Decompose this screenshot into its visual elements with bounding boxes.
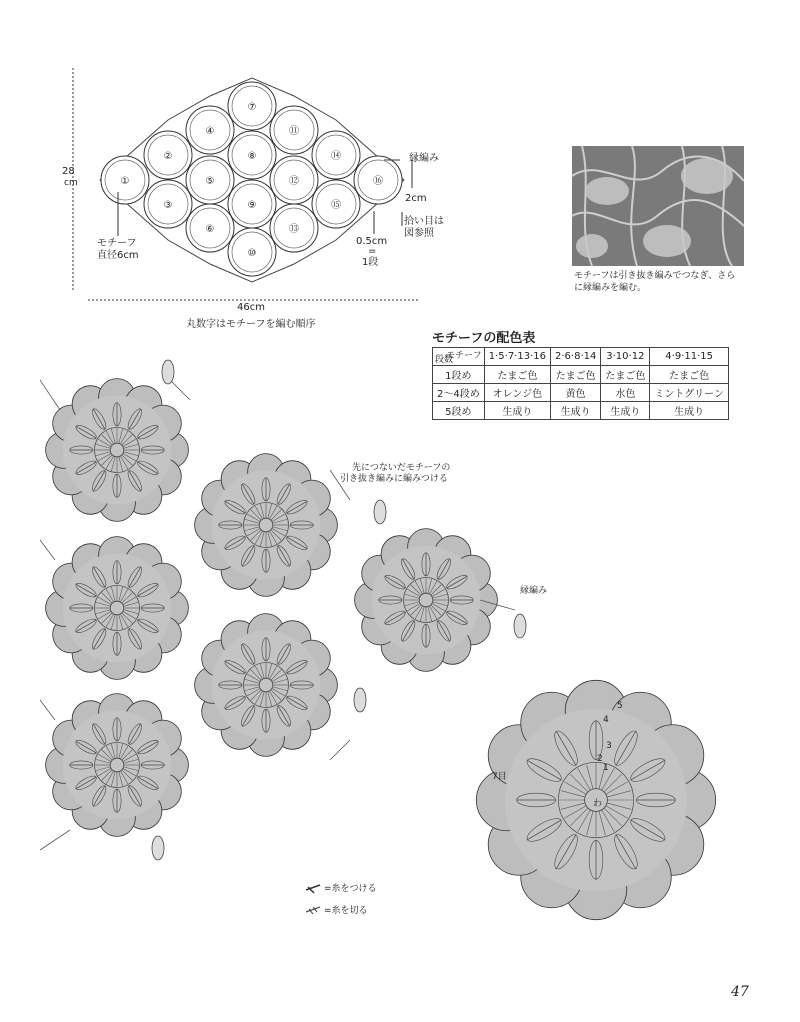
motif-number: ⑮ [331, 200, 341, 211]
corner-top-label: モチーフ [446, 351, 482, 361]
motif-label-2: 直径6cm [97, 250, 139, 261]
motif-circle [228, 228, 276, 276]
height-unit: cm [64, 178, 78, 188]
magic-ring-label: わ [593, 799, 603, 809]
leaf-ornament [152, 836, 164, 860]
table-row [433, 402, 729, 420]
crochet-photo [572, 146, 744, 266]
photo-caption-2: に縁編みを編む。 [574, 283, 647, 293]
round-label-4: 4 [603, 715, 609, 725]
motif-circle [228, 82, 276, 130]
pickup-label-2: 図参照 [404, 228, 434, 239]
table-cell: たまご色 [601, 366, 650, 384]
leaf-ornament [514, 614, 526, 638]
column-header: 4·9·11·15 [650, 348, 729, 366]
motif-number: ⑯ [373, 176, 383, 187]
leaf-ornament [354, 688, 366, 712]
motif-circle [186, 156, 234, 204]
table-cell: 水色 [601, 384, 650, 402]
motif-number: ⑫ [289, 176, 299, 187]
motif-circle [312, 180, 360, 228]
row-label: 2〜4段め [433, 384, 485, 402]
chain-count-label: 7目 [492, 772, 507, 782]
column-header: 3·10·12 [601, 348, 650, 366]
table-cell: オレンジ色 [484, 384, 550, 402]
motif-circle [144, 180, 192, 228]
round-label-1: 1 [603, 763, 609, 773]
color-table [432, 347, 729, 420]
motif-number: ⑥ [205, 224, 215, 235]
legend-symbols [306, 885, 320, 914]
table-row [433, 384, 729, 402]
motif-circle [270, 156, 318, 204]
motif-circle [228, 131, 276, 179]
table-cell: 生成り [551, 402, 601, 420]
photo-caption-1: モチーフは引き抜き編みでつなぎ、さら [574, 271, 736, 281]
motif-number: ④ [205, 126, 215, 137]
motif-label-1: モチーフ [97, 238, 137, 249]
round-label-2: 2 [597, 754, 603, 764]
chart-note-2: 引き抜き編みに編みつける [340, 474, 448, 484]
motif-circle [354, 156, 402, 204]
connected-motif [46, 537, 189, 680]
edging-label: 縁編み [409, 153, 439, 164]
connected-motif [195, 454, 338, 597]
motif-number: ⑬ [289, 224, 299, 235]
connected-motif [46, 694, 189, 837]
table-cell: 生成り [650, 402, 729, 420]
motif-circle [228, 180, 276, 228]
column-header: 1·5·7·13·16 [484, 348, 550, 366]
motif-number: ⑩ [247, 248, 257, 259]
motif-number: ⑤ [205, 176, 215, 187]
round-size-eq: = [368, 246, 377, 257]
motif-circle [186, 204, 234, 252]
width-label: 46cm [237, 302, 265, 313]
motif-number: ⑪ [289, 126, 299, 137]
motif-circle [101, 156, 149, 204]
motif-circle [270, 204, 318, 252]
cut-yarn-icon [306, 907, 320, 914]
round-label-3: 3 [606, 741, 612, 751]
row-label: 5段め [433, 402, 485, 420]
motif-circle [270, 106, 318, 154]
chart-note-1: 先につないだモチーフの [352, 463, 451, 473]
round-size-1: 0.5cm [356, 236, 388, 247]
table-cell: たまご色 [551, 366, 601, 384]
round-size-2: 1段 [362, 257, 379, 268]
motif-number: ③ [163, 200, 173, 211]
motif-number: ⑭ [331, 151, 341, 162]
layout-caption: 丸数字はモチーフを編む順序 [186, 319, 316, 330]
corner-bottom-label: 段数 [435, 355, 454, 365]
connected-motif-chart [40, 360, 526, 860]
motif-number: ⑨ [247, 200, 257, 211]
table-cell: たまご色 [650, 366, 729, 384]
table-header-row [433, 348, 729, 366]
connected-motif [355, 529, 498, 672]
round-label-5: 5 [617, 701, 623, 711]
motif-circle [312, 131, 360, 179]
table-cell: 生成り [484, 402, 550, 420]
legend-cut-text: =糸を切る [324, 906, 368, 916]
table-cell: 生成り [601, 402, 650, 420]
connected-motif [46, 379, 189, 522]
leaf-ornament [162, 360, 174, 384]
motif-circle [186, 106, 234, 154]
motif-number: ⑧ [247, 151, 257, 162]
table-row [433, 366, 729, 384]
color-table-title: モチーフの配色表 [432, 331, 536, 346]
motif-number: ① [120, 176, 130, 187]
table-corner [433, 348, 485, 366]
motif-circle [144, 131, 192, 179]
motif-layout-diagram [100, 78, 404, 282]
connected-motif [195, 614, 338, 757]
page-number: 47 [731, 984, 749, 1000]
table-cell: たまご色 [484, 366, 550, 384]
row-label: 1段め [433, 366, 485, 384]
legend-attach-text: =糸をつける [324, 884, 377, 894]
motif-number: ② [163, 151, 173, 162]
pickup-label-1: 拾い目は [404, 216, 444, 227]
chart-edging-label: 縁編み [520, 586, 548, 596]
leaf-ornament [374, 500, 386, 524]
table-cell: 黄色 [551, 384, 601, 402]
column-header: 2·6·8·14 [551, 348, 601, 366]
height-value: 28 [62, 166, 75, 177]
table-cell: ミントグリーン [650, 384, 729, 402]
attach-yarn-icon [306, 885, 320, 893]
edging-size: 2cm [405, 193, 427, 204]
motif-number: ⑦ [247, 102, 257, 113]
